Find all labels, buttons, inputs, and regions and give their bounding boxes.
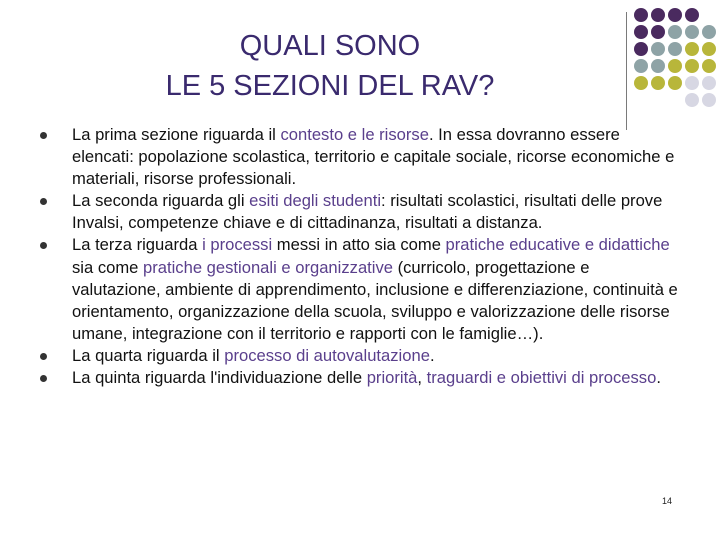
item-highlight: processo di autovalutazione	[224, 345, 430, 365]
decorative-dot	[668, 25, 682, 39]
item-text: . In essa dovranno essere elencati: popolazione scolastica, territorio e capitale sociale, ricorse economiche e materiali, risorse professionali.	[72, 125, 675, 189]
decorative-dot	[685, 59, 699, 73]
bullet-icon	[40, 375, 47, 382]
bullet-icon	[40, 353, 47, 360]
decorative-dot	[634, 93, 648, 107]
list-item-5	[40, 367, 680, 389]
decorative-dot-grid	[634, 8, 716, 107]
item-text: .	[656, 368, 661, 388]
list-item-1	[40, 124, 680, 190]
item-text: ,	[417, 368, 427, 388]
page-number: 14	[662, 496, 673, 506]
item-text: sia come	[72, 257, 144, 277]
bullet-icon	[40, 132, 47, 139]
list-item-3	[40, 234, 680, 344]
decorative-dot	[651, 8, 665, 22]
decorative-dot	[651, 76, 665, 90]
bullet-list	[40, 124, 680, 389]
item-text: La prima sezione riguarda il	[72, 125, 281, 144]
title-line-1: QUALI SONO	[239, 30, 421, 62]
list-item-4	[40, 345, 680, 367]
item-text: .	[429, 345, 435, 365]
item-highlight: pratiche gestionali e organizzative	[143, 257, 393, 277]
item-highlight: contesto e le risorse	[280, 125, 429, 144]
decorative-dot	[634, 8, 648, 22]
decorative-dot	[634, 25, 648, 39]
item-highlight: pratiche educative e didattiche	[445, 235, 670, 255]
title-line-2: LE 5 SEZIONI DEL RAV?	[165, 70, 495, 102]
decorative-dot	[668, 93, 682, 107]
decorative-dot	[702, 76, 716, 90]
item-highlight: i processi	[202, 235, 273, 255]
item-text: : risultati scolastici, risultati delle prove Invalsi, competenze chiave e di cittadinanza, risultati a distanza.	[72, 191, 663, 233]
decorative-dot	[685, 8, 699, 22]
decorative-dot	[702, 93, 716, 107]
decorative-dot	[685, 25, 699, 39]
decorative-divider	[626, 12, 627, 130]
decorative-dot	[668, 59, 682, 73]
decorative-dot	[702, 8, 716, 22]
decorative-dot	[651, 42, 665, 56]
slide-title	[80, 26, 580, 106]
decorative-dot	[651, 93, 665, 107]
decorative-dot	[634, 59, 648, 73]
decorative-dot	[685, 93, 699, 107]
decorative-dot	[634, 42, 648, 56]
item-highlight: traguardi e obiettivi di processo	[426, 368, 657, 388]
decorative-dot	[685, 42, 699, 56]
decorative-dot	[668, 8, 682, 22]
item-highlight: priorità	[366, 368, 418, 388]
decorative-dot	[685, 76, 699, 90]
decorative-dot	[668, 42, 682, 56]
item-text: (curricolo, progettazione e valutazione, ambiente di apprendimento, inclusione e differenziazione, continuità e orientamento, organizzazione della scuola, sviluppo e valorizzazione delle risorse umane, integrazione con il territorio e rapporti con le famiglie…).	[72, 257, 678, 343]
decorative-dot	[702, 59, 716, 73]
decorative-dot	[668, 76, 682, 90]
item-text: messi in atto sia come	[272, 235, 446, 255]
bullet-icon	[40, 198, 47, 205]
decorative-dot	[702, 42, 716, 56]
item-text: La seconda riguarda gli	[72, 191, 250, 211]
item-text: La quarta riguarda il	[72, 345, 225, 365]
item-highlight: esiti degli studenti	[249, 191, 382, 211]
list-item-2	[40, 190, 680, 234]
decorative-dot	[651, 25, 665, 39]
decorative-dot	[651, 59, 665, 73]
decorative-dot	[634, 76, 648, 90]
decorative-dot	[702, 25, 716, 39]
item-text: La quinta riguarda l'individuazione delle	[72, 368, 367, 388]
item-text: La terza riguarda	[72, 235, 203, 255]
bullet-icon	[40, 242, 47, 249]
